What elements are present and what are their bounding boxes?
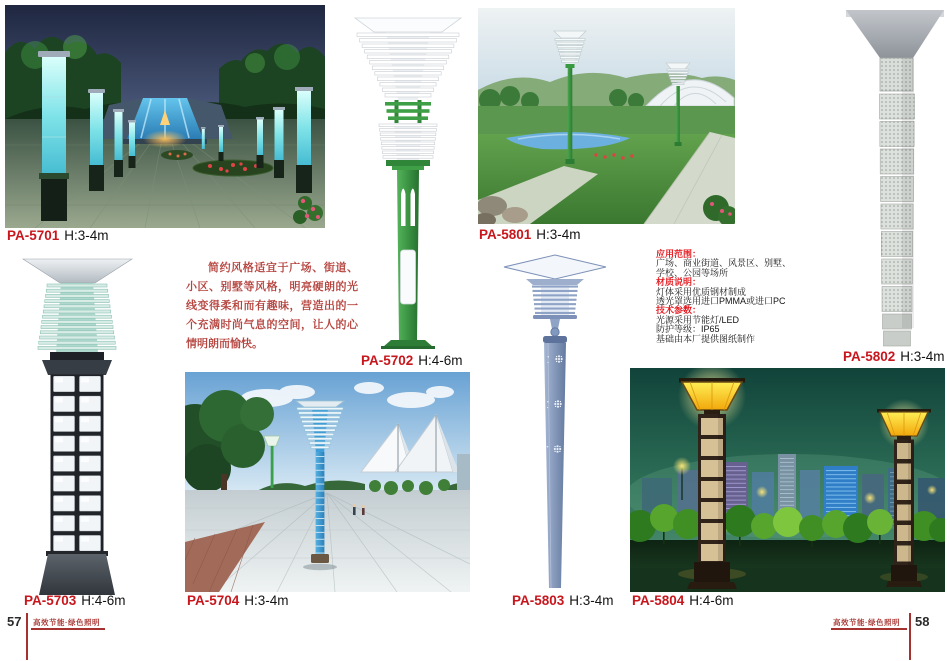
- spec-technical-line: 防护等级：IP65: [656, 324, 720, 335]
- product-height: H:3-4m: [536, 227, 581, 242]
- product-height: H:4-6m: [81, 593, 126, 608]
- footer-slogan-left: 高效节能·绿色照明: [33, 618, 100, 627]
- product-code: PA-5701: [7, 228, 60, 243]
- product-label-pa5703: [24, 593, 126, 608]
- footer-divider-right: [909, 613, 911, 660]
- page-number-left: 57: [7, 614, 22, 629]
- spec-application-title: 应用范围：: [656, 249, 702, 259]
- product-code: PA-5703: [24, 593, 77, 608]
- product-code: PA-5804: [632, 593, 685, 608]
- lamp-5803: [500, 252, 610, 592]
- product-render-5702: [345, 10, 471, 350]
- product-height: H:4-6m: [689, 593, 734, 608]
- night-city-render: [630, 368, 945, 592]
- lamp-5703: [15, 253, 140, 595]
- lamp-5802: [840, 8, 950, 348]
- product-height: H:3-4m: [64, 228, 109, 243]
- product-code: PA-5704: [187, 593, 240, 608]
- product-height: H:4-6m: [418, 353, 463, 368]
- photo-night-plaza-5701: [5, 5, 325, 228]
- product-code: PA-5801: [479, 227, 532, 242]
- spec-application-line: 学校、公园等场所: [656, 267, 729, 278]
- product-label-pa5803: [512, 593, 614, 608]
- photo-night-city-5804: [630, 368, 945, 592]
- photo-park-5801: [478, 8, 735, 224]
- footer-divider-left: [26, 613, 28, 660]
- style-description: 简约风格适宜于广场、街道、小区、别墅等风格，明亮硬朗的光线变得柔和而有趣味，营造出的一个充满时尚气息的空间，让人的心情明朗而愉快。: [186, 262, 358, 350]
- footer-underline-left: [31, 628, 105, 630]
- product-code: PA-5802: [843, 349, 896, 364]
- footer-slogan-right: 高效节能·绿色照明: [833, 618, 900, 627]
- photo-day-plaza-5704: [185, 372, 470, 592]
- product-label-pa5702: [361, 353, 463, 368]
- product-height: H:3-4m: [244, 593, 289, 608]
- product-label-pa5701: [7, 228, 109, 243]
- product-code: PA-5702: [361, 353, 414, 368]
- product-label-pa5804: [632, 593, 734, 608]
- product-render-5802: [840, 8, 950, 348]
- footer-underline-right: [831, 628, 907, 630]
- night-plaza-render: [5, 5, 325, 228]
- product-render-5803: [500, 252, 610, 592]
- product-height: H:3-4m: [569, 593, 614, 608]
- product-label-pa5704: [187, 593, 289, 608]
- page-number-right: 58: [915, 614, 930, 629]
- spec-technical-line: 基础由本厂提供图纸制作: [656, 333, 756, 344]
- lamp-5702: [345, 10, 471, 350]
- spec-application-line: 广场、商业街道、风景区、别墅、: [656, 258, 792, 269]
- spec-material-line: 灯体采用优质钢材制成: [656, 286, 747, 297]
- day-plaza-render: [185, 372, 470, 592]
- spec-material-line: 透光罩选用进口PMMA或进口PC: [656, 296, 786, 307]
- spec-block: [656, 250, 791, 344]
- spec-technical-title: 技术参数：: [656, 305, 702, 316]
- product-code: PA-5803: [512, 593, 565, 608]
- product-label-pa5801: [479, 227, 581, 242]
- spec-material-title: 材质说明：: [656, 277, 702, 288]
- park-render: [478, 8, 735, 224]
- product-height: H:3-4m: [900, 349, 945, 364]
- spec-technical-line: 光源采用节能灯/LED: [656, 314, 740, 325]
- product-render-5703: [15, 253, 140, 595]
- product-label-pa5802: [843, 349, 945, 364]
